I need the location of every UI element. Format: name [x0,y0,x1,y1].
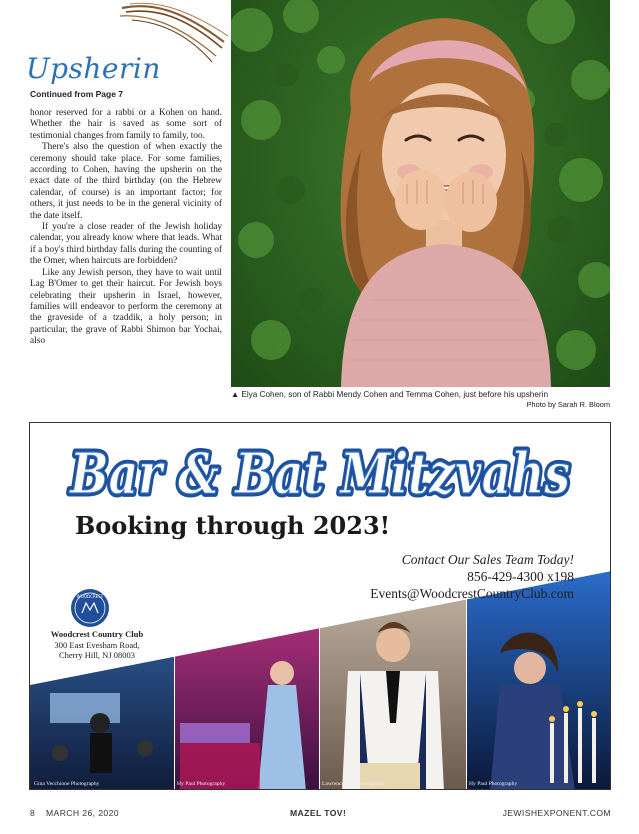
woodcrest-logo-text: WOODCREST [76,594,104,599]
article-paragraph: If you're a close reader of the Jewish holiday calendar, you already know where that leads. What if a boy's third birthday falls during the counting of the Omer, when haircuts are forbidden? [30,222,222,267]
article-body [30,108,222,348]
website-link[interactable]: JEWISHEXPONENT.COM [502,808,611,818]
article-paragraph: honor reserved for a rabbi or a Kohen on hand. Whether the hair is saved as some sort of testimonial changes from family to family, too. [30,108,222,141]
ad-booking-line: Booking through 2023! [75,511,391,540]
club-address-line: Cherry Hill, NJ 08003 [58,650,136,660]
ad-headline-outline: Bar & Bat Mitzvahs [68,441,570,507]
ad-contact-line: Contact Our Sales Team Today! [401,552,574,567]
club-address-line: 300 East Evesham Road, [54,639,140,650]
ad-email[interactable]: Events@WoodcrestCountryClub.com [370,586,574,601]
page-number: 8 [30,808,35,818]
woodcrest-logo-icon [70,588,110,628]
photo-caption [231,390,610,409]
feature-photo-illustration [231,0,610,387]
ad-headline [60,431,580,511]
ad-phone[interactable]: 856-429-4300 x198 [467,569,574,584]
collage-credit: Hy Paul Photography [469,781,518,787]
collage-credit: Hy Paul Photography [177,781,226,787]
advertisement [29,422,611,790]
article-paragraph: There's also the question of when exactly the ceremony should take place. For some families, according to Cohen, having the upsherin on the exact date of the third birthday (on the Hebrew calendar, of course) is an important factor; for others, it just needs to be in the general vicinity of the date itself. [30,142,222,221]
feature-photo [231,0,610,387]
section-kicker: Upsherin [26,52,161,85]
caption-triangle-icon: ▲ [231,390,240,399]
club-name: Woodcrest Country Club [50,629,144,639]
photo-credit: Photo by Sarah R. Bloom [526,400,610,409]
continued-from-label: Continued from Page 7 [30,89,124,99]
issue-date: MARCH 26, 2020 [46,808,119,818]
caption-text: Elya Cohen, son of Rabbi Mendy Cohen and Temma Cohen, just before his upsherin [241,390,548,399]
ad-headline-text: Bar & Bat Mitzvahs [68,441,570,507]
page-footer [30,808,611,822]
collage-credit: Lawrence Ulm Photography [322,781,386,787]
collage-credit: Gina Vecchione Photography [34,781,100,787]
article-paragraph: Like any Jewish person, they have to wait until Lag B'Omer to get their haircut. For Jewish boys celebrating their upsherin in Israel, however, families will endeavor to perform the ceremony at the graveside of a tzaddik, a holy person; in particular, the grave of Rabbi Shimon bar Yochai, also [30,267,222,347]
section-name: MAZEL TOV! [290,808,347,818]
club-address [42,629,152,661]
ad-contact-block [370,551,574,602]
